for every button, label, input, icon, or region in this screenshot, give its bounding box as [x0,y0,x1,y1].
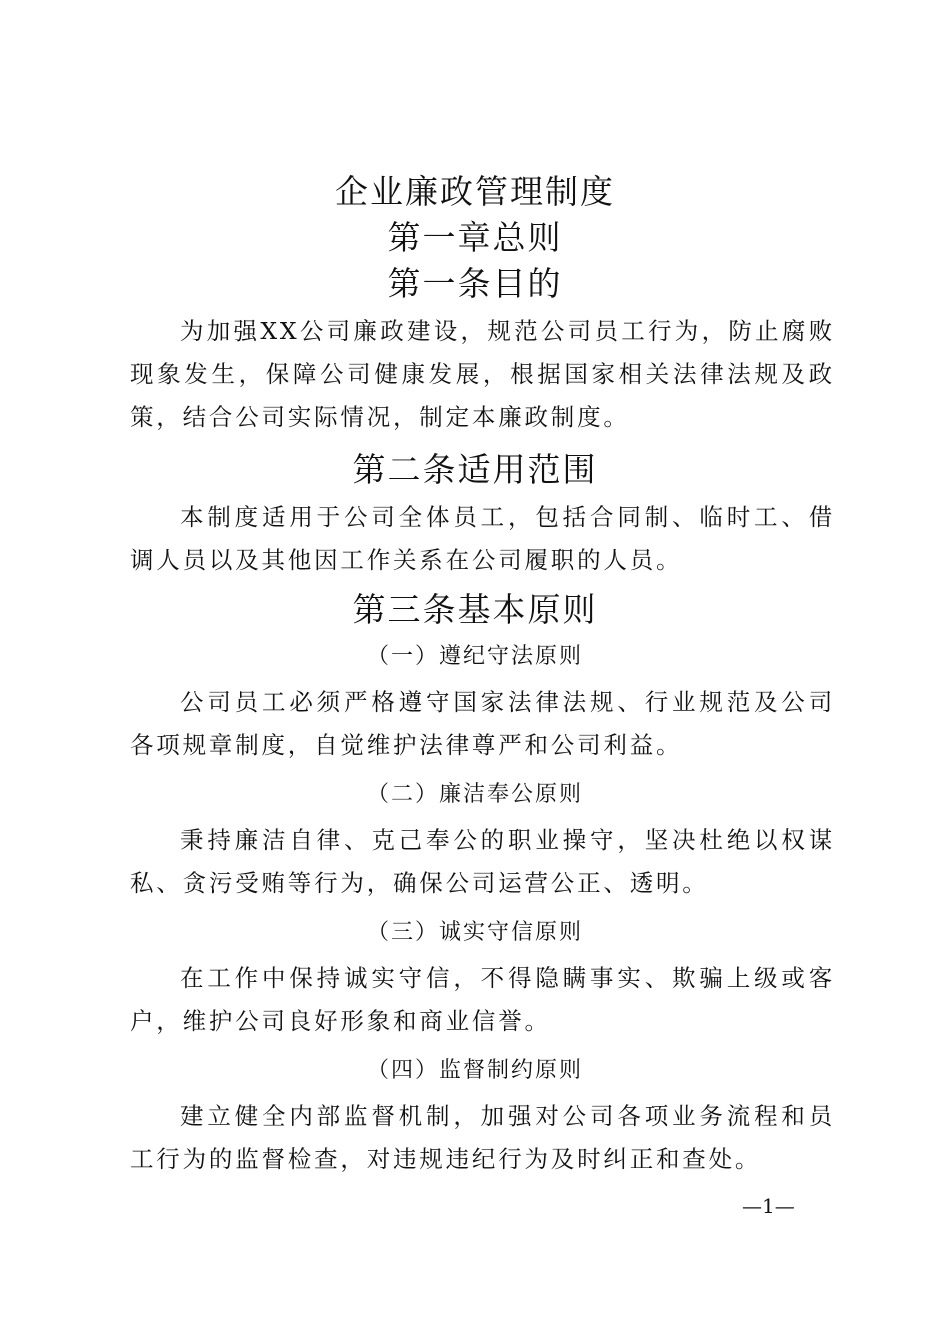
article-3-heading: 第三条基本原则 [352,590,598,629]
document-title: 企业廉政管理制度 [335,172,615,211]
page-number: —1— [742,1194,795,1218]
article-2-heading: 第二条适用范围 [352,450,598,489]
principle-1-paragraph: 公司员工必须严格遵守国家法律法规、行业规范及公司各项规章制度，自觉维护法律尊严和公司利益。 [130,688,835,759]
principle-2-heading: （二）廉洁奉公原则 [366,782,583,807]
principle-4-paragraph: 建立健全内部监督机制，加强对公司各项业务流程和员工行为的监督检查，对违规违纪行为及时纠正和查处。 [130,1102,835,1173]
article-1-paragraph: 为加强XX公司廉政建设，规范公司员工行为，防止腐败现象发生，保障公司健康发展，根据国家相关法律法规及政策，结合公司实际情况，制定本廉政制度。 [130,317,835,431]
principle-3-heading: （三）诚实守信原则 [366,920,583,945]
principle-2-paragraph: 秉持廉洁自律、克己奉公的职业操守，坚决杜绝以权谋私、贪污受贿等行为，确保公司运营公正、透明。 [130,826,835,897]
article-1-heading: 第一条目的 [387,264,563,303]
chapter-heading: 第一章总则 [387,218,563,257]
principle-3-paragraph: 在工作中保持诚实守信，不得隐瞒事实、欺骗上级或客户，维护公司良好形象和商业信誉。 [130,964,835,1035]
principle-1-heading: （一）遵纪守法原则 [366,644,583,669]
principle-4-heading: （四）监督制约原则 [366,1058,583,1083]
article-2-paragraph: 本制度适用于公司全体员工，包括合同制、临时工、借调人员以及其他因工作关系在公司履职的人员。 [130,503,835,574]
